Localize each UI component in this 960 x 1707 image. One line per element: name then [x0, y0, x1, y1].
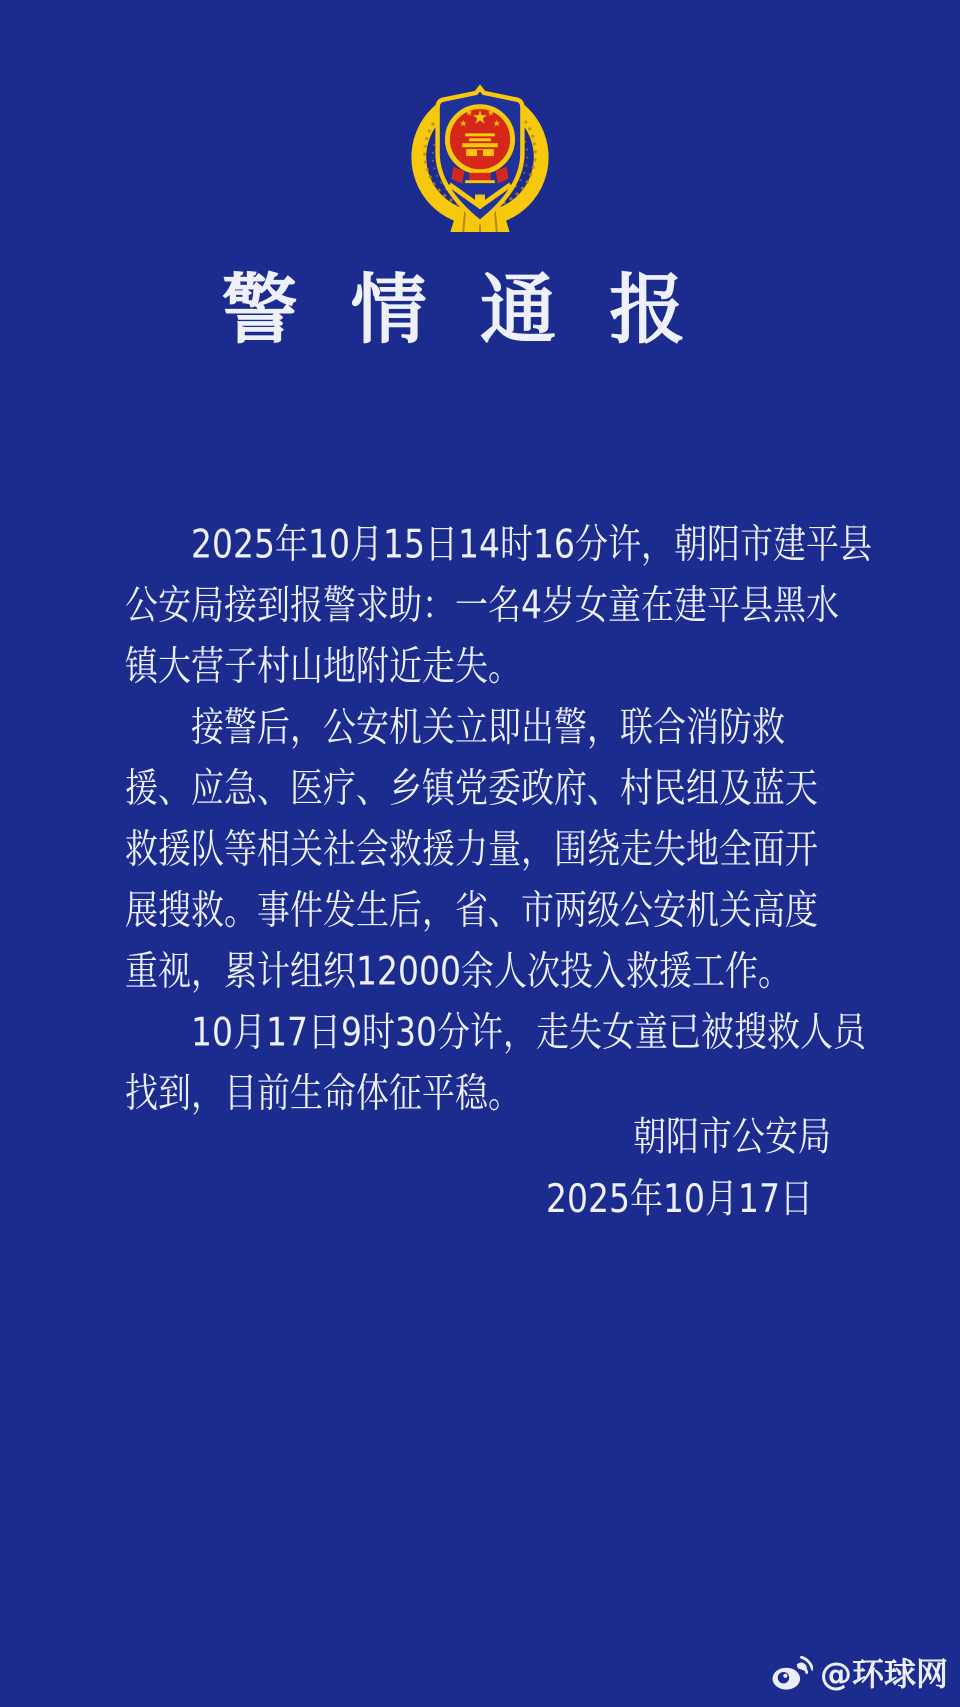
signature-date: 2025年10月17日 — [546, 1175, 813, 1222]
text-line: 10月17日9时30分许，走失女童已被搜救人员 — [125, 1008, 866, 1055]
watermark-handle: @环球网 — [819, 1655, 948, 1693]
text-line: 找到，目前生命体征平稳。 — [125, 1069, 521, 1116]
police-badge-icon — [406, 84, 554, 232]
text-line: 镇大营子村山地附近走失。 — [125, 642, 521, 689]
text-line: 2025年10月15日14时16分许，朝阳市建平县 — [125, 520, 872, 567]
watermark — [771, 1649, 948, 1695]
notice-body — [125, 513, 872, 1123]
text-line: 重视，累计组织12000余人次投入救援工作。 — [125, 947, 791, 994]
signature-agency: 朝阳市公安局 — [633, 1113, 831, 1160]
text-line: 展搜救。事件发生后，省、市两级公安机关高度 — [125, 886, 818, 933]
weibo-icon — [771, 1653, 813, 1691]
text-line: 公安局接到报警求助：一名4岁女童在建平县黑水 — [125, 581, 839, 628]
text-line: 救援队等相关社会救援力量，围绕走失地全面开 — [125, 825, 818, 872]
text-line: 接警后，公安机关立即出警，联合消防救 — [125, 703, 785, 750]
paragraph-2 — [125, 696, 835, 1001]
signature-block — [546, 1106, 831, 1230]
paragraph-1 — [125, 513, 872, 696]
text-line: 援、应急、医疗、乡镇党委政府、村民组及蓝天 — [125, 764, 818, 811]
notice-title: 警情通报 — [221, 265, 739, 354]
